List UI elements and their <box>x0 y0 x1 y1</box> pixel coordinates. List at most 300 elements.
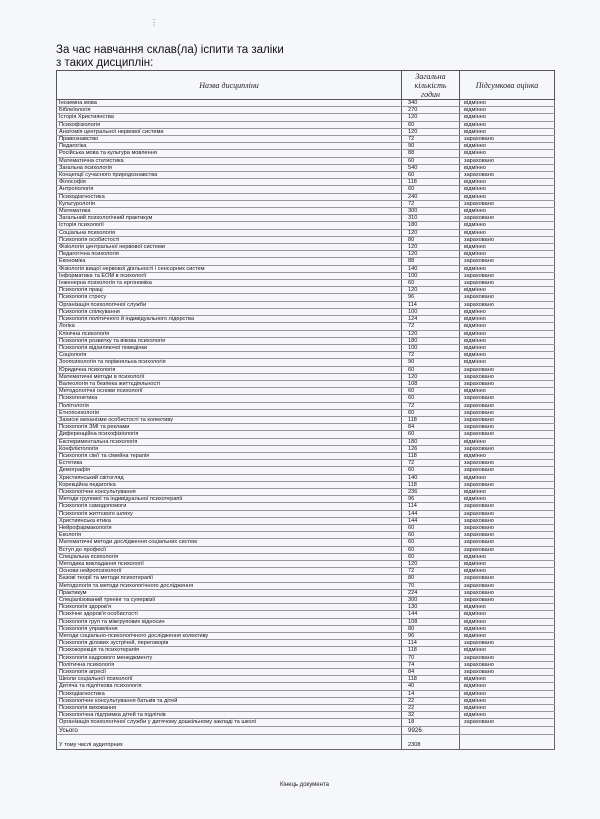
table-row <box>57 280 555 287</box>
table-row <box>57 488 555 495</box>
hours-cell: 60 <box>402 186 460 193</box>
hours-cell: 60 <box>402 524 460 531</box>
auditory-row <box>57 741 555 750</box>
grade-cell: відмінно <box>460 676 555 683</box>
table-row <box>57 618 555 625</box>
table-row <box>57 258 555 265</box>
hours-cell: 126 <box>402 445 460 452</box>
discipline-name-cell: Естетика <box>57 460 402 467</box>
discipline-name-cell: Психологія виховання <box>57 705 402 712</box>
grade-cell: зараховано <box>460 301 555 308</box>
table-row <box>57 215 555 222</box>
grade-cell: відмінно <box>460 344 555 351</box>
table-row <box>57 265 555 272</box>
hours-cell: 70 <box>402 654 460 661</box>
grade-cell: зараховано <box>460 661 555 668</box>
table-row <box>57 330 555 337</box>
discipline-name-cell: Психологія праці <box>57 287 402 294</box>
discipline-name-cell: Фізіологія центральної нервової системи <box>57 244 402 251</box>
grade-cell: відмінно <box>460 179 555 186</box>
grade-cell: зараховано <box>460 380 555 387</box>
hours-cell: 84 <box>402 669 460 676</box>
grade-cell: зараховано <box>460 524 555 531</box>
grade-cell: зараховано <box>460 582 555 589</box>
grade-cell: зараховано <box>460 215 555 222</box>
grade-cell: зараховано <box>460 539 555 546</box>
hours-cell: 140 <box>402 265 460 272</box>
table-row <box>57 597 555 604</box>
grade-cell: відмінно <box>460 352 555 359</box>
discipline-name-cell: Етнопсихологія <box>57 409 402 416</box>
hours-cell: 72 <box>402 323 460 330</box>
table-row <box>57 179 555 186</box>
hours-cell: 100 <box>402 272 460 279</box>
grade-cell: зараховано <box>460 575 555 582</box>
grade-cell: зараховано <box>460 589 555 596</box>
table-row <box>57 481 555 488</box>
discipline-name-cell: Біблеїологія <box>57 107 402 114</box>
table-row <box>57 431 555 438</box>
discipline-name-cell: Соціальна психологія <box>57 229 402 236</box>
table-row <box>57 366 555 373</box>
grade-cell: зараховано <box>460 431 555 438</box>
discipline-name-cell: Інженерна психологія та ергономіка <box>57 280 402 287</box>
grade-cell: відмінно <box>460 107 555 114</box>
hours-cell: 96 <box>402 633 460 640</box>
total-row <box>57 726 555 734</box>
grade-cell: зараховано <box>460 467 555 474</box>
hours-cell: 140 <box>402 474 460 481</box>
grade-cell: зараховано <box>460 460 555 467</box>
discipline-name-cell: Психологія відхиляючої поведінки <box>57 344 402 351</box>
discipline-name-cell: Психологія політичного й індивідуального лідерства <box>57 316 402 323</box>
table-row <box>57 546 555 553</box>
hours-cell: 90 <box>402 359 460 366</box>
hours-cell: 340 <box>402 100 460 107</box>
table-row <box>57 705 555 712</box>
table-row <box>57 438 555 445</box>
table-row <box>57 424 555 431</box>
hours-cell: 80 <box>402 625 460 632</box>
discipline-name-cell: Демографія <box>57 467 402 474</box>
hours-cell: 60 <box>402 539 460 546</box>
grade-cell: зараховано <box>460 517 555 524</box>
hours-cell: 270 <box>402 107 460 114</box>
table-row <box>57 654 555 661</box>
table-row <box>57 510 555 517</box>
discipline-name-cell: Анатомія центральної нервової системи <box>57 128 402 135</box>
table-row <box>57 719 555 726</box>
hours-cell: 100 <box>402 308 460 315</box>
hours-cell: 300 <box>402 597 460 604</box>
table-row <box>57 568 555 575</box>
table-row <box>57 136 555 143</box>
table-row <box>57 272 555 279</box>
end-of-document: Кінець документа <box>280 782 329 788</box>
table-row <box>57 467 555 474</box>
hours-cell: 118 <box>402 481 460 488</box>
table-row <box>57 582 555 589</box>
table-row <box>57 373 555 380</box>
discipline-name-cell: Психологія життєвого шляху <box>57 510 402 517</box>
grade-cell: відмінно <box>460 330 555 337</box>
grade-cell: відмінно <box>460 496 555 503</box>
grade-cell: відмінно <box>460 244 555 251</box>
hours-cell: 120 <box>402 251 460 258</box>
table-row <box>57 164 555 171</box>
table-body <box>57 100 555 727</box>
hours-cell: 74 <box>402 661 460 668</box>
table-row <box>57 229 555 236</box>
grade-cell: відмінно <box>460 316 555 323</box>
hours-cell: 60 <box>402 532 460 539</box>
hours-cell: 72 <box>402 200 460 207</box>
grade-cell: відмінно <box>460 452 555 459</box>
hours-cell: 144 <box>402 611 460 618</box>
discipline-name-cell: Психологія стресу <box>57 294 402 301</box>
table-header-row <box>57 71 555 100</box>
table-row <box>57 352 555 359</box>
table-row <box>57 532 555 539</box>
hours-cell: 118 <box>402 452 460 459</box>
discipline-name-cell: Методи соціально-психологічного дослідження колективу <box>57 633 402 640</box>
discipline-name-cell: Методологія та методи психологічного дослідження <box>57 582 402 589</box>
grade-cell: відмінно <box>460 121 555 128</box>
grade-cell: відмінно <box>460 359 555 366</box>
grade-cell: відмінно <box>460 561 555 568</box>
discipline-name-cell: Історія психології <box>57 222 402 229</box>
table-row <box>57 460 555 467</box>
grade-cell: зараховано <box>460 172 555 179</box>
discipline-name-cell: Логіка <box>57 323 402 330</box>
grade-cell: відмінно <box>460 164 555 171</box>
hours-cell: 80 <box>402 575 460 582</box>
table-row <box>57 308 555 315</box>
hours-cell: 100 <box>402 344 460 351</box>
grade-cell: відмінно <box>460 697 555 704</box>
grade-cell: відмінно <box>460 633 555 640</box>
grade-cell: відмінно <box>460 128 555 135</box>
table-row <box>57 222 555 229</box>
table-row <box>57 107 555 114</box>
hours-cell: 236 <box>402 488 460 495</box>
auditory-label: У тому числі аудиторних <box>57 741 402 750</box>
grade-cell: зараховано <box>460 503 555 510</box>
grade-cell: зараховано <box>460 294 555 301</box>
discipline-name-cell: Психологія особистості <box>57 236 402 243</box>
grade-cell: відмінно <box>460 611 555 618</box>
discipline-name-cell: Політична психологія <box>57 661 402 668</box>
hours-cell: 180 <box>402 222 460 229</box>
grade-cell: зараховано <box>460 373 555 380</box>
grade-cell: відмінно <box>460 712 555 719</box>
grade-cell: відмінно <box>460 388 555 395</box>
grade-cell: відмінно <box>460 100 555 107</box>
grades-table <box>56 70 555 750</box>
grade-cell: зараховано <box>460 654 555 661</box>
table-row <box>57 186 555 193</box>
discipline-name-cell: Культурологія <box>57 200 402 207</box>
discipline-name-cell: Економіка <box>57 258 402 265</box>
table-row <box>57 409 555 416</box>
table-row <box>57 121 555 128</box>
table-row <box>57 143 555 150</box>
grade-cell: зараховано <box>460 416 555 423</box>
discipline-name-cell: Християнський світогляд <box>57 474 402 481</box>
table-row <box>57 114 555 121</box>
grade-cell: зараховано <box>460 424 555 431</box>
grade-cell: відмінно <box>460 337 555 344</box>
table-row <box>57 200 555 207</box>
discipline-name-cell: Загальна психологія <box>57 164 402 171</box>
hours-cell: 540 <box>402 164 460 171</box>
grade-cell: відмінно <box>460 229 555 236</box>
table-row <box>57 402 555 409</box>
grade-cell: відмінно <box>460 222 555 229</box>
discipline-name-cell: Психологічна підтримка дітей та підлітків <box>57 712 402 719</box>
hours-cell: 240 <box>402 193 460 200</box>
table-row <box>57 301 555 308</box>
discipline-name-cell: Корекційна педагогіка <box>57 481 402 488</box>
table-row <box>57 359 555 366</box>
table-row <box>57 445 555 452</box>
table-row <box>57 287 555 294</box>
grade-cell: зараховано <box>460 157 555 164</box>
table-row <box>57 344 555 351</box>
grade-cell: відмінно <box>460 265 555 272</box>
grade-cell: зараховано <box>460 640 555 647</box>
hours-cell: 118 <box>402 647 460 654</box>
table-row <box>57 669 555 676</box>
discipline-name-cell: Психологія агресії <box>57 669 402 676</box>
grade-cell: зараховано <box>460 719 555 726</box>
table-row <box>57 503 555 510</box>
discipline-name-cell: Російська мова та культура мовлення <box>57 150 402 157</box>
hours-cell: 72 <box>402 352 460 359</box>
discipline-name-cell: Соціологія <box>57 352 402 359</box>
total-label: Усього <box>57 726 402 734</box>
grade-cell: зараховано <box>460 546 555 553</box>
table-row <box>57 712 555 719</box>
hours-cell: 120 <box>402 229 460 236</box>
heading-line-2: з таких дисциплін: <box>56 57 154 69</box>
table-row <box>57 496 555 503</box>
table-row <box>57 661 555 668</box>
hours-cell: 60 <box>402 388 460 395</box>
grade-cell: зараховано <box>460 272 555 279</box>
table-row <box>57 676 555 683</box>
hours-cell: 60 <box>402 546 460 553</box>
discipline-name-cell: Спеціалізований тренінг та супервізії <box>57 597 402 604</box>
grade-cell: відмінно <box>460 488 555 495</box>
hours-cell: 60 <box>402 395 460 402</box>
discipline-name-cell: Валеологія та безпека життєдіяльності <box>57 380 402 387</box>
hours-cell: 40 <box>402 683 460 690</box>
table-row <box>57 697 555 704</box>
grade-cell: відмінно <box>460 690 555 697</box>
grade-cell: відмінно <box>460 553 555 560</box>
discipline-name-cell: Психологічне консультування батьків та дітей <box>57 697 402 704</box>
hours-cell: 114 <box>402 301 460 308</box>
grade-cell: зараховано <box>460 280 555 287</box>
discipline-name-cell: Педагогіка <box>57 143 402 150</box>
grade-cell: відмінно <box>460 683 555 690</box>
hours-cell: 144 <box>402 510 460 517</box>
hours-cell: 72 <box>402 402 460 409</box>
discipline-name-cell: Методологічні основи психології <box>57 388 402 395</box>
table-row <box>57 380 555 387</box>
hours-cell: 72 <box>402 460 460 467</box>
table-row <box>57 575 555 582</box>
table-row <box>57 553 555 560</box>
discipline-name-cell: Основи нейропсихології <box>57 568 402 575</box>
table-row <box>57 236 555 243</box>
hours-cell: 88 <box>402 150 460 157</box>
header-discipline-name: Назва дисципліни <box>57 71 402 100</box>
table-row <box>57 172 555 179</box>
discipline-name-cell: Математичні методи в психології <box>57 373 402 380</box>
table-row <box>57 561 555 568</box>
discipline-name-cell: Юридична психологія <box>57 366 402 373</box>
hours-cell: 88 <box>402 258 460 265</box>
hours-cell: 120 <box>402 330 460 337</box>
table-row <box>57 388 555 395</box>
discipline-name-cell: Організація психологічної служби <box>57 301 402 308</box>
discipline-name-cell: Нейрофармакологія <box>57 524 402 531</box>
hours-cell: 180 <box>402 337 460 344</box>
hours-cell: 70 <box>402 582 460 589</box>
table-row <box>57 316 555 323</box>
hours-cell: 22 <box>402 705 460 712</box>
discipline-name-cell: Клінічна психологія <box>57 330 402 337</box>
table-row <box>57 625 555 632</box>
discipline-name-cell: Методи групової та індивідуальної психотерапії <box>57 496 402 503</box>
discipline-name-cell: Психодіагностика <box>57 690 402 697</box>
grade-cell: зараховано <box>460 597 555 604</box>
grade-cell: відмінно <box>460 114 555 121</box>
grade-cell: зараховано <box>460 669 555 676</box>
hours-cell: 108 <box>402 380 460 387</box>
grade-cell: відмінно <box>460 625 555 632</box>
hours-cell: 120 <box>402 287 460 294</box>
discipline-name-cell: Фізіологія вищої нервової діяльності і сенсорних систем <box>57 265 402 272</box>
grade-cell: зараховано <box>460 200 555 207</box>
hours-cell: 60 <box>402 467 460 474</box>
hours-cell: 118 <box>402 676 460 683</box>
discipline-name-cell: Концепції сучасного природознавства <box>57 172 402 179</box>
discipline-name-cell: Психологічне консультування <box>57 488 402 495</box>
discipline-name-cell: Психологія управління <box>57 625 402 632</box>
heading-line-1: За час навчання склав(ла) іспити та заліки <box>56 44 284 56</box>
hours-cell: 120 <box>402 114 460 121</box>
discipline-name-cell: Політологія <box>57 402 402 409</box>
hours-cell: 118 <box>402 179 460 186</box>
discipline-name-cell: Конфліктологія <box>57 445 402 452</box>
discipline-name-cell: Зоопсихологія та порівняльна психологія <box>57 359 402 366</box>
grade-cell: відмінно <box>460 186 555 193</box>
grade-cell: відмінно <box>460 251 555 258</box>
discipline-name-cell: Правознавство <box>57 136 402 143</box>
hours-cell: 90 <box>402 143 460 150</box>
table-row <box>57 611 555 618</box>
hours-cell: 120 <box>402 128 460 135</box>
discipline-name-cell: Антропологія <box>57 186 402 193</box>
grade-cell: зараховано <box>460 236 555 243</box>
grade-cell: відмінно <box>460 568 555 575</box>
grade-cell: зараховано <box>460 366 555 373</box>
discipline-name-cell: Психофізіологія <box>57 121 402 128</box>
discipline-name-cell: Психологія самодопомоги <box>57 503 402 510</box>
discipline-name-cell: Психічне здоров'я особистості <box>57 611 402 618</box>
hours-cell: 224 <box>402 589 460 596</box>
discipline-name-cell: Психодіагностика <box>57 193 402 200</box>
hours-cell: 84 <box>402 424 460 431</box>
total-hours: 9926 <box>402 726 460 734</box>
hours-cell: 120 <box>402 561 460 568</box>
discipline-name-cell: Базові теорії та методи психотерапії <box>57 575 402 582</box>
hours-cell: 72 <box>402 136 460 143</box>
hours-cell: 114 <box>402 640 460 647</box>
table-row <box>57 100 555 107</box>
grade-cell: зараховано <box>460 532 555 539</box>
discipline-name-cell: Вступ до професії <box>57 546 402 553</box>
hours-cell: 60 <box>402 553 460 560</box>
grade-cell: відмінно <box>460 323 555 330</box>
grade-cell: зараховано <box>460 136 555 143</box>
discipline-name-cell: Історія Християнства <box>57 114 402 121</box>
discipline-name-cell: Практикум <box>57 589 402 596</box>
discipline-name-cell: Психологія спілкування <box>57 308 402 315</box>
hours-cell: 60 <box>402 280 460 287</box>
hours-cell: 80 <box>402 236 460 243</box>
discipline-name-cell: Спеціальна психологія <box>57 553 402 560</box>
hours-cell: 60 <box>402 172 460 179</box>
hours-cell: 60 <box>402 121 460 128</box>
hours-cell: 180 <box>402 438 460 445</box>
grade-cell: зараховано <box>460 258 555 265</box>
hours-cell: 60 <box>402 409 460 416</box>
grade-cell: зараховано <box>460 395 555 402</box>
grade-cell: зараховано <box>460 409 555 416</box>
discipline-name-cell: Математика <box>57 208 402 215</box>
grade-cell: зараховано <box>460 402 555 409</box>
discipline-name-cell: Екологія <box>57 532 402 539</box>
hours-cell: 114 <box>402 503 460 510</box>
discipline-name-cell: Загальний психологічний практикум <box>57 215 402 222</box>
hours-cell: 130 <box>402 604 460 611</box>
table-row <box>57 157 555 164</box>
hours-cell: 96 <box>402 294 460 301</box>
discipline-name-cell: Інформатика та ЕОМ в психології <box>57 272 402 279</box>
grade-cell: відмінно <box>460 208 555 215</box>
heading <box>56 44 476 70</box>
hours-cell: 120 <box>402 373 460 380</box>
discipline-name-cell: Дитяча та підліткова психологія <box>57 683 402 690</box>
auditory-grade-empty <box>460 741 555 750</box>
hours-cell: 22 <box>402 697 460 704</box>
hours-cell: 72 <box>402 568 460 575</box>
table-row <box>57 640 555 647</box>
header-total-hours: Загальна кількість годин <box>402 71 460 100</box>
hours-cell: 32 <box>402 712 460 719</box>
discipline-name-cell: Психокорекція та психотерапія <box>57 647 402 654</box>
hours-cell: 18 <box>402 719 460 726</box>
discipline-name-cell: Методика викладання психології <box>57 561 402 568</box>
table-row <box>57 208 555 215</box>
hours-cell: 300 <box>402 208 460 215</box>
table-row <box>57 539 555 546</box>
hours-cell: 118 <box>402 416 460 423</box>
